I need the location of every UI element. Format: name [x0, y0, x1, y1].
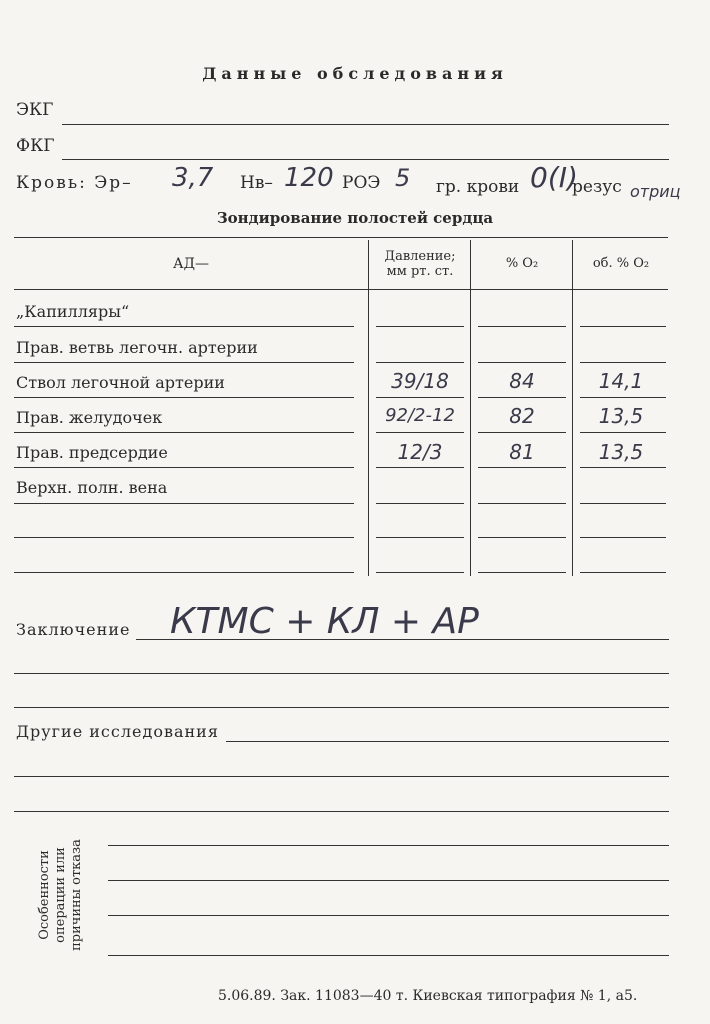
conclusion-value: КТМС + КЛ + АР	[170, 601, 479, 642]
row-vol: 14,1	[598, 369, 644, 393]
er-value: 3,7	[172, 163, 214, 193]
form-title: Данные обследования	[202, 64, 508, 83]
hb-value: 120	[284, 163, 334, 193]
row-cell-line	[478, 362, 566, 363]
notes-label-line-3: причины отказа	[69, 839, 84, 951]
row-label: Прав. желудочек	[16, 408, 163, 427]
row-vol: 13,5	[598, 440, 644, 464]
row-label-line	[14, 326, 354, 327]
conclusion-line	[136, 639, 669, 640]
other-studies-line	[14, 776, 669, 777]
table-vline-3	[572, 240, 573, 576]
row-cell-line	[580, 467, 666, 468]
o2-header: % О₂	[505, 256, 539, 271]
ekg-label: ЭКГ	[16, 100, 54, 120]
fkg-line	[62, 159, 669, 160]
row-label: „Капилляры“	[16, 302, 130, 321]
sounding-title: Зондирование полостей сердца	[216, 209, 494, 227]
row-cell-line	[376, 397, 464, 398]
row-cell-line	[580, 326, 666, 327]
row-label-line	[14, 467, 354, 468]
row-label: Прав. предсердие	[16, 443, 168, 462]
notes-line	[108, 955, 669, 956]
conclusion-line	[14, 673, 669, 674]
table-vline-1	[368, 240, 369, 576]
row-label: Ствол легочной артерии	[16, 373, 225, 392]
row-pressure: 39/18	[391, 369, 449, 393]
printer-footer: 5.06.89. Зак. 11083—40 т. Киевская типография № 1, а5.	[218, 988, 638, 1004]
row-cell-line	[580, 397, 666, 398]
row-vol: 13,5	[598, 404, 644, 428]
row-cell-line	[478, 397, 566, 398]
row-cell-line	[478, 572, 566, 573]
row-label-line	[14, 362, 354, 363]
row-label-line	[14, 537, 354, 538]
row-cell-line	[580, 362, 666, 363]
row-label-line	[14, 572, 354, 573]
row-cell-line	[580, 537, 666, 538]
row-cell-line	[478, 467, 566, 468]
row-cell-line	[580, 432, 666, 433]
row-cell-line	[376, 503, 464, 504]
row-label: Верхн. полн. вена	[16, 478, 168, 497]
fkg-label: ФКГ	[16, 136, 55, 156]
row-o2: 84	[509, 369, 535, 393]
blood-label: Кровь: Эр–	[16, 173, 133, 193]
table-header-rule	[14, 289, 668, 290]
notes-line	[108, 915, 669, 916]
hb-label: Нв–	[240, 173, 273, 193]
pressure-header-1: Давление;	[384, 249, 456, 264]
notes-label-line-1: Особенности	[37, 850, 52, 940]
row-label-line	[14, 503, 354, 504]
table-top-rule	[14, 237, 668, 238]
row-pressure: 12/3	[397, 440, 443, 464]
blood-group-value: 0(I)	[530, 161, 578, 194]
notes-line	[108, 845, 669, 846]
row-cell-line	[478, 537, 566, 538]
conclusion-label: Заключение	[16, 620, 131, 639]
ad-header: АД—	[173, 256, 209, 272]
row-cell-line	[478, 503, 566, 504]
roe-label: РОЭ	[342, 173, 381, 193]
other-studies-line	[14, 811, 669, 812]
notes-label-line-2: операции или	[53, 847, 68, 943]
row-cell-line	[376, 362, 464, 363]
row-label: Прав. ветвь легочн. артерии	[16, 338, 258, 357]
row-cell-line	[376, 572, 464, 573]
notes-line	[108, 880, 669, 881]
other-studies-label: Другие исследования	[16, 722, 219, 741]
row-cell-line	[376, 467, 464, 468]
row-cell-line	[376, 432, 464, 433]
row-cell-line	[376, 537, 464, 538]
row-o2: 82	[509, 404, 535, 428]
row-cell-line	[376, 326, 464, 327]
row-label-line	[14, 397, 354, 398]
row-pressure: 92/2-12	[385, 405, 455, 426]
row-label-line	[14, 432, 354, 433]
rhesus-value: отриц	[630, 182, 681, 201]
row-cell-line	[478, 326, 566, 327]
row-cell-line	[580, 572, 666, 573]
rhesus-label: резус	[572, 177, 622, 197]
roe-value: 5	[395, 164, 411, 192]
blood-group-label: гр. крови	[436, 177, 520, 197]
ekg-line	[62, 124, 669, 125]
pressure-header-2: мм рт. ст.	[386, 264, 454, 279]
conclusion-line	[14, 707, 669, 708]
table-vline-2	[470, 240, 471, 576]
vol-o2-header: об. % О₂	[592, 256, 650, 271]
other-studies-line	[226, 741, 669, 742]
row-o2: 81	[509, 440, 535, 464]
row-cell-line	[478, 432, 566, 433]
row-cell-line	[580, 503, 666, 504]
